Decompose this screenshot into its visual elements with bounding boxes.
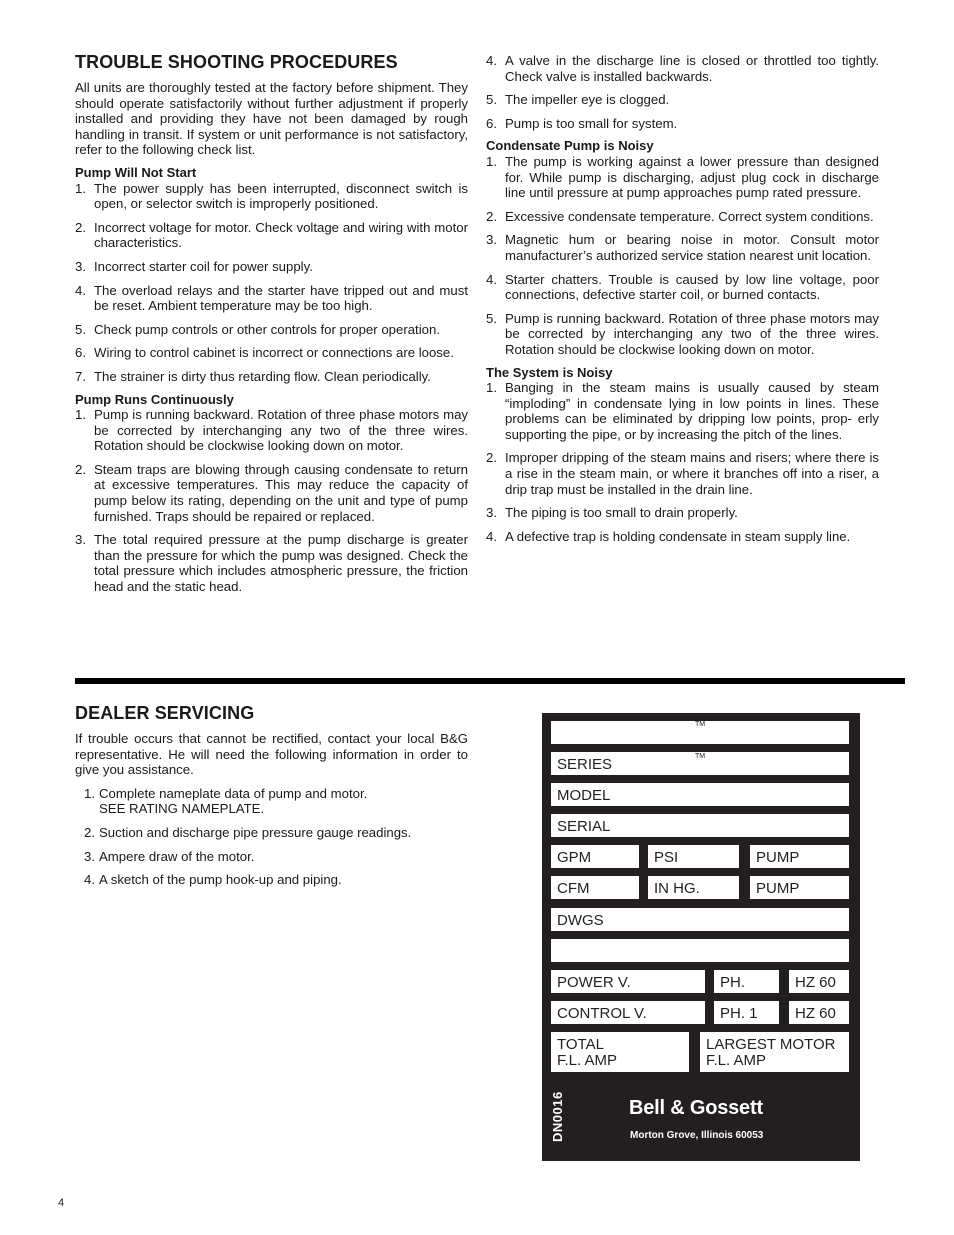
pump-runs-continuously-heading: Pump Runs Continuously [75,391,234,407]
nameplate-in-hg-field: IN HG. [647,875,740,900]
nameplate-series-field: SERIES [550,751,850,776]
nameplate-dwgs-field: DWGS [550,907,850,932]
list-item: 3. The total required pressure at the pump discharge is greater than the pressure for which the pump was designed. Check the total pressure which includes atmospheric pressure, the friction head and the static head. [75,532,468,595]
pump-runs-continuously-list-b [486,53,879,131]
nameplate-control-v-field: CONTROL V. [550,1000,706,1025]
pump-will-not-start-list [75,181,468,385]
list-item: 2. Suction and discharge pipe pressure gauge readings. [84,824,412,840]
bell-gossett-logo: Bell & Gossett [629,1097,763,1119]
page-number: 4 [58,1197,65,1209]
list-item: 2. Incorrect voltage for motor. Check voltage and wiring with motor characteristics. [75,219,468,251]
list-item: 4. The overload relays and the starter have tripped out and must be reset. Ambient temperature may be too high. [75,282,468,314]
list-item: 4. Starter chatters. Trouble is caused by low line voltage, poor connections, defective starter coil, or burned contacts. [486,271,879,303]
nameplate-largest-motor-field: LARGEST MOTOR F.L. AMP [699,1031,850,1073]
list-item: 5. Pump is running backward. Rotation of three phase motors may be corrected by interchanging any two of the three wires. Rotation should be clockwise looking down on motor. [486,310,879,357]
list-item: 2. Steam traps are blowing through causing condensate to return at excessive temperatures. This may reduce the capacity of pump below its rating, depending on the unit and type of pump furnished. Traps should be repaired or replaced. [75,461,468,524]
rating-nameplate [542,713,860,1161]
list-item: 6. Pump is too small for system. [486,115,678,131]
dealer-servicing-list [75,786,468,888]
system-noisy-list [486,380,879,544]
troubleshooting-title: TROUBLE SHOOTING PROCEDURES [75,52,398,72]
nameplate-hz-field: HZ 60 [788,1000,850,1025]
dealer-servicing-title: DEALER SERVICING [75,703,255,723]
system-noisy-heading: The System is Noisy [486,364,613,380]
list-item: 7. The strainer is dirty thus retarding flow. Clean periodically. [75,368,431,384]
list-item: 2. Improper dripping of the steam mains and risers; where there is a rise in the steam main, or where it branches off into a riser, a drip trap must be installed in the drain line. [486,450,879,497]
list-item: 5. The impeller eye is clogged. [486,92,670,108]
nameplate-cfm-field: CFM [550,875,640,900]
dealer-servicing-intro: If trouble occurs that cannot be rectified, contact your local B&G representative. He will need the following information in order to give you assistance. [75,731,468,778]
list-item: 1. Pump is running backward. Rotation of three phase motors may be corrected by interchanging any two of the three wires. Rotation should be clockwise looking down on motor. [75,407,468,454]
nameplate-hz-field: HZ 60 [788,969,850,994]
list-item: 1. Complete nameplate data of pump and motor. SEE RATING NAMEPLATE. [84,785,368,817]
list-item: 4. A valve in the discharge line is closed or throttled too tightly. Check valve is installed backwards. [486,53,879,84]
nameplate-gpm-field: GPM [550,844,640,869]
trademark-mark: TM [695,753,706,760]
list-item: 1. The power supply has been interrupted, disconnect switch is open, or selector switch is improperly positioned. [75,180,468,212]
nameplate-psi-field: PSI [647,844,740,869]
list-item: 1. The pump is working against a lower pressure than designed for. While pump is discharging, adjust plug cock in discharge line until pressure at pump approaches pump rated pressure. [486,153,879,201]
list-item: 3. Ampere draw of the motor. [84,848,255,864]
nameplate-ph-field: PH. [713,969,780,994]
nameplate-total-fl-amp-field: TOTAL F.L. AMP [550,1031,690,1073]
condensate-pump-noisy-list [486,154,879,358]
list-item: 4. A sketch of the pump hook-up and piping. [84,872,342,888]
troubleshooting-left-column [75,52,468,603]
list-item: 6. Wiring to control cabinet is incorrect or connections are loose. [75,345,454,361]
list-item: 3. Incorrect starter coil for power supply. [75,258,313,274]
list-item: 3. The piping is too small to drain properly. [486,505,738,521]
nameplate-ph-1-field: PH. 1 [713,1000,780,1025]
pump-runs-continuously-list-a [75,407,468,595]
nameplate-blank-field [550,938,850,963]
nameplate-power-v-field: POWER V. [550,969,706,994]
list-item: 1. Banging in the steam mains is usually caused by steam “imploding” in condensate lying in low points in lines. These problems can be eliminated by dripping low points, prop- erly supporting the pipe, or by increasing the pitch of the lines. [486,380,879,442]
troubleshooting-right-column [486,53,879,552]
manufacturer-address: Morton Grove, Illinois 60053 [630,1130,764,1141]
nameplate-pump-field: PUMP [749,875,850,900]
troubleshooting-intro: All units are thoroughly tested at the factory before shipment. They should operate satisfactorily without further adjustment if properly installed and providing they have not been damaged by rough handling in transit. If system or unit performance is not satisfactory, refer to the following check list. [75,80,468,158]
list-item: 5. Check pump controls or other controls for proper operation. [75,321,440,337]
list-item: 3. Magnetic hum or bearing noise in motor. Consult motor manufacturer’s authorized service station nearest unit location. [486,232,879,263]
nameplate-serial-field: SERIAL [550,813,850,838]
dealer-servicing-section [75,703,468,896]
nameplate-model-field: MODEL [550,782,850,807]
list-item: 4. A defective trap is holding condensate in steam supply line. [486,528,851,544]
pump-will-not-start-heading: Pump Will Not Start [75,164,197,180]
condensate-pump-noisy-heading: Condensate Pump is Noisy [486,138,654,154]
list-item: 2. Excessive condensate temperature. Correct system conditions. [486,208,874,224]
nameplate-pump-field: PUMP [749,844,850,869]
nameplate-document-code: DN0016 [550,1091,565,1142]
section-divider [75,678,905,684]
trademark-mark: TM [695,721,706,728]
